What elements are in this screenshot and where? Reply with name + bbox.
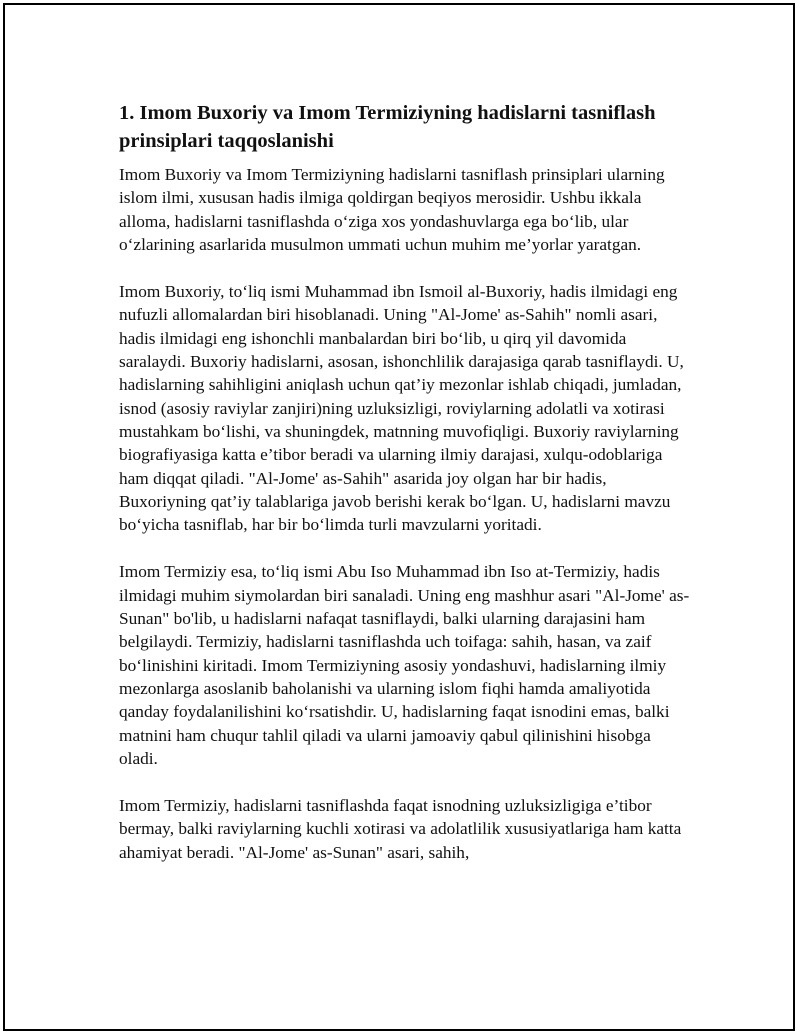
- paragraph-termiziy-continued: Imom Termiziy, hadislarni tasniflashda faqat isnodning uzluksizligiga e’tibor bermay, balki raviylarning kuchli xotirasi va adolatlilik xususiyatlariga ham katta ahamiyat beradi. "Al-Jome' as-Sunan" asari, sahih,: [119, 796, 682, 862]
- paragraph-termiziy: Imom Termiziy esa, to‘liq ismi Abu Iso Muhammad ibn Iso at-Termiziy, hadis ilmidagi muhim siymolardan biri sanaladi. Uning eng mashhur asari "Al-Jome' as-Sunan" bo'lib, u hadislarni nafaqat tasniflaydi, balki ularning darajasini ham belgilaydi. Termiziy, hadislarni tasniflashda uch toifaga: sahih, hasan, va zaif bo‘linishini kiritadi. Imom Termiziyning asosiy yondashuvi, hadislarning ilmiy mezonlarga asoslanib baholanishi va ularning islom fiqhi hamda amaliyotida qanday foydalanilishini ko‘rsatishdir. U, hadislarning faqat isnodini emas, balki matnini ham chuqur tahlil qiladi va ularni jamoaviy qabul qilinishini hisobga oladi.: [119, 562, 690, 768]
- paragraph-intro: Imom Buxoriy va Imom Termiziyning hadislarni tasniflash prinsiplari ularning islom ilmi, xususan hadis ilmiga qoldirgan beqiyos merosidir. Ushbu ikkala alloma, hadislarni tasniflashda o‘ziga xos yondashuvlarga ega bo‘lib, ular o‘zlarining asarlarida musulmon ummati uchun muhim me’yorlar yaratgan.: [119, 165, 665, 254]
- paragraph-buxoriy: Imom Buxoriy, to‘liq ismi Muhammad ibn Ismoil al-Buxoriy, hadis ilmidagi eng nufuzli allomalardan biri hisoblanadi. Uning "Al-Jome' as-Sahih" nomli asari, hadis ilmidagi eng ishonchli manbalardan biri bo‘lib, u qirq yil davomida saralaydi. Buxoriy hadislarni, asosan, ishonchlilik darajasiga qarab tasniflaydi. U, hadislarning sahihligini aniqlash uchun qat’iy mezonlar ishlab chiqadi, jumladan, isnod (asosiy raviylar zanjiri)ning uzluksizligi, roviylarning adolatli va xotirasi mustahkam bo‘lishi, va shuningdek, matnning muvofiqligi. Buxoriy raviylarning biografiyasiga katta e’tibor beradi va ularning ilmiy darajasi, xulqu-odoblariga ham diqqat qiladi. "Al-Jome' as-Sahih" asarida joy olgan har bir hadis, Buxoriyning qat’iy talablariga javob berishi kerak bo‘lgan. U, hadislarni mavzu bo‘yicha tasniflab, har bir bo‘limda turli mavzularni yoritadi.: [119, 282, 684, 535]
- page-frame: [3, 3, 795, 1031]
- section-heading: 1. Imom Buxoriy va Imom Termiziyning hadislarni tasniflash prinsiplari taqqoslanishi: [119, 102, 656, 152]
- document-body: [119, 99, 693, 888]
